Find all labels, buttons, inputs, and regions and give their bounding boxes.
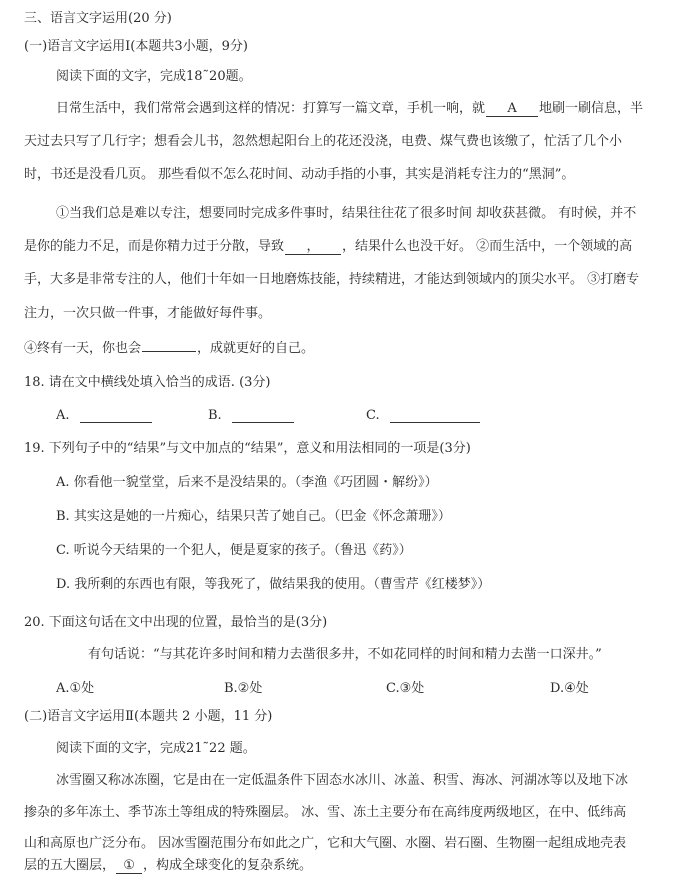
blank-c [142, 351, 196, 352]
blank-a: A [486, 102, 538, 117]
passage-paragraph-3: ④终有一天，你也会 ，成就更好的自己。 [24, 341, 315, 356]
question-19-stem: 19. 下列句子中的“结果”与文中加点的“结果”，意义和用法相同的一项是(3分) [24, 441, 471, 456]
q20-option-c: C.③处 [386, 681, 425, 696]
answer-a: A. [56, 408, 152, 423]
passage-line: ①当我们总是难以专注，想要同时完成多件事时，结果往往花了很多时间 却收获甚微。 有时候，并不 [56, 206, 637, 221]
section-title: 三、语言文字运用(20 分) [24, 11, 172, 26]
question-20-stem: 20. 下面这句话在文中出现的位置，最恰当的是(3分) [24, 615, 328, 630]
answer-a-field[interactable] [80, 410, 152, 423]
answer-c: C. [366, 408, 480, 423]
q20-option-b: B.②处 [224, 681, 263, 696]
passage-line: 时，书还是没看几页。 那些看似不怎么花时间、动动手指的小事，其实是消耗专注力的“黑洞”。 [24, 167, 575, 182]
answer-c-field[interactable] [390, 410, 480, 423]
passage-line: 掺杂的多年冻土、季节冻土等组成的特殊圈层。 冰、雪、冻土主要分布在高纬度两级地区，在中、低纬高 [24, 805, 627, 820]
part1-title: (一)语言文字运用Ⅰ(本题共3小题，9分) [24, 39, 248, 54]
answer-b-field[interactable] [232, 410, 294, 423]
question-18-stem: 18. 请在文中横线处填入恰当的成语. (3分) [24, 375, 271, 390]
blank-1: ① [116, 859, 142, 874]
passage-line: 注力，一次只做一件事，才能做好每件事。 [24, 306, 272, 321]
q20-option-a: A.①处 [56, 681, 95, 696]
part2-title: (二)语言文字运用Ⅱ(本题共 2 小题，11 分) [24, 709, 273, 724]
passage-line: 是你的能力不足，而是你精力过于分散，导致 ， ，结果什么也没干好。 ②而生活中，一个领域的高 [24, 239, 633, 254]
part1-instruction: 阅读下面的文字，完成18˜20题。 [56, 69, 252, 84]
q19-option-b: B. 其实这是她的一片痴心，结果只苦了她自己。（巴金《怀念萧珊》） [56, 509, 451, 524]
q19-option-c: C. 听说今天结果的一个犯人，便是夏家的孩子。（鲁迅《药》） [56, 543, 412, 558]
q19-option-d: D. 我所剩的东西也有限，等我死了，做结果我的使用。（曹雪芹《红楼梦》） [56, 577, 491, 592]
passage-line: 冰雪圈又称冰冻圈，它是由在一定低温条件下固态水冰川、冰盖、积雪、海冰、河湖冰等以及地下冰 [56, 773, 629, 788]
q20-option-d: D.④处 [550, 681, 589, 696]
passage-line: 手，大多是非常专注的人，他们十年如一日地磨炼技能，持续精进，才能达到领域内的顶尖水平。 ③打磨专 [24, 272, 640, 287]
passage-line: 层的五大圈层， ① ，构成全球变化的复杂系统。 [24, 858, 313, 873]
passage-line: 山和高原也广泛分布。 因冰雪圈范围分布如此之广，它和大气圈、水圈、岩石圈、生物圈一起组成地壳表 [24, 836, 627, 851]
question-20-quote: 有句话说：“与其花许多时间和精力去凿很多井，不如花同样的时间和精力去凿一口深井。” [88, 647, 602, 662]
passage-line: 日常生活中，我们常常会遇到这样的情况：打算写一篇文章，手机一响，就 A 地刷一刷信息，半 [56, 101, 644, 116]
passage-line: 天过去只写了几行字；想看会儿书，忽然想起阳台上的花还没浇，电费、煤气费也该缴了，忙活了几个小 [24, 134, 623, 149]
part2-instruction: 阅读下面的文字，完成21˜22 题。 [56, 741, 256, 756]
blank-b: ， [285, 240, 341, 255]
answer-b: B. [208, 408, 294, 423]
q19-option-a: A. 你看他一貌堂堂，后来不是没结果的。（李渔《巧团圆・解纷》） [56, 475, 438, 490]
